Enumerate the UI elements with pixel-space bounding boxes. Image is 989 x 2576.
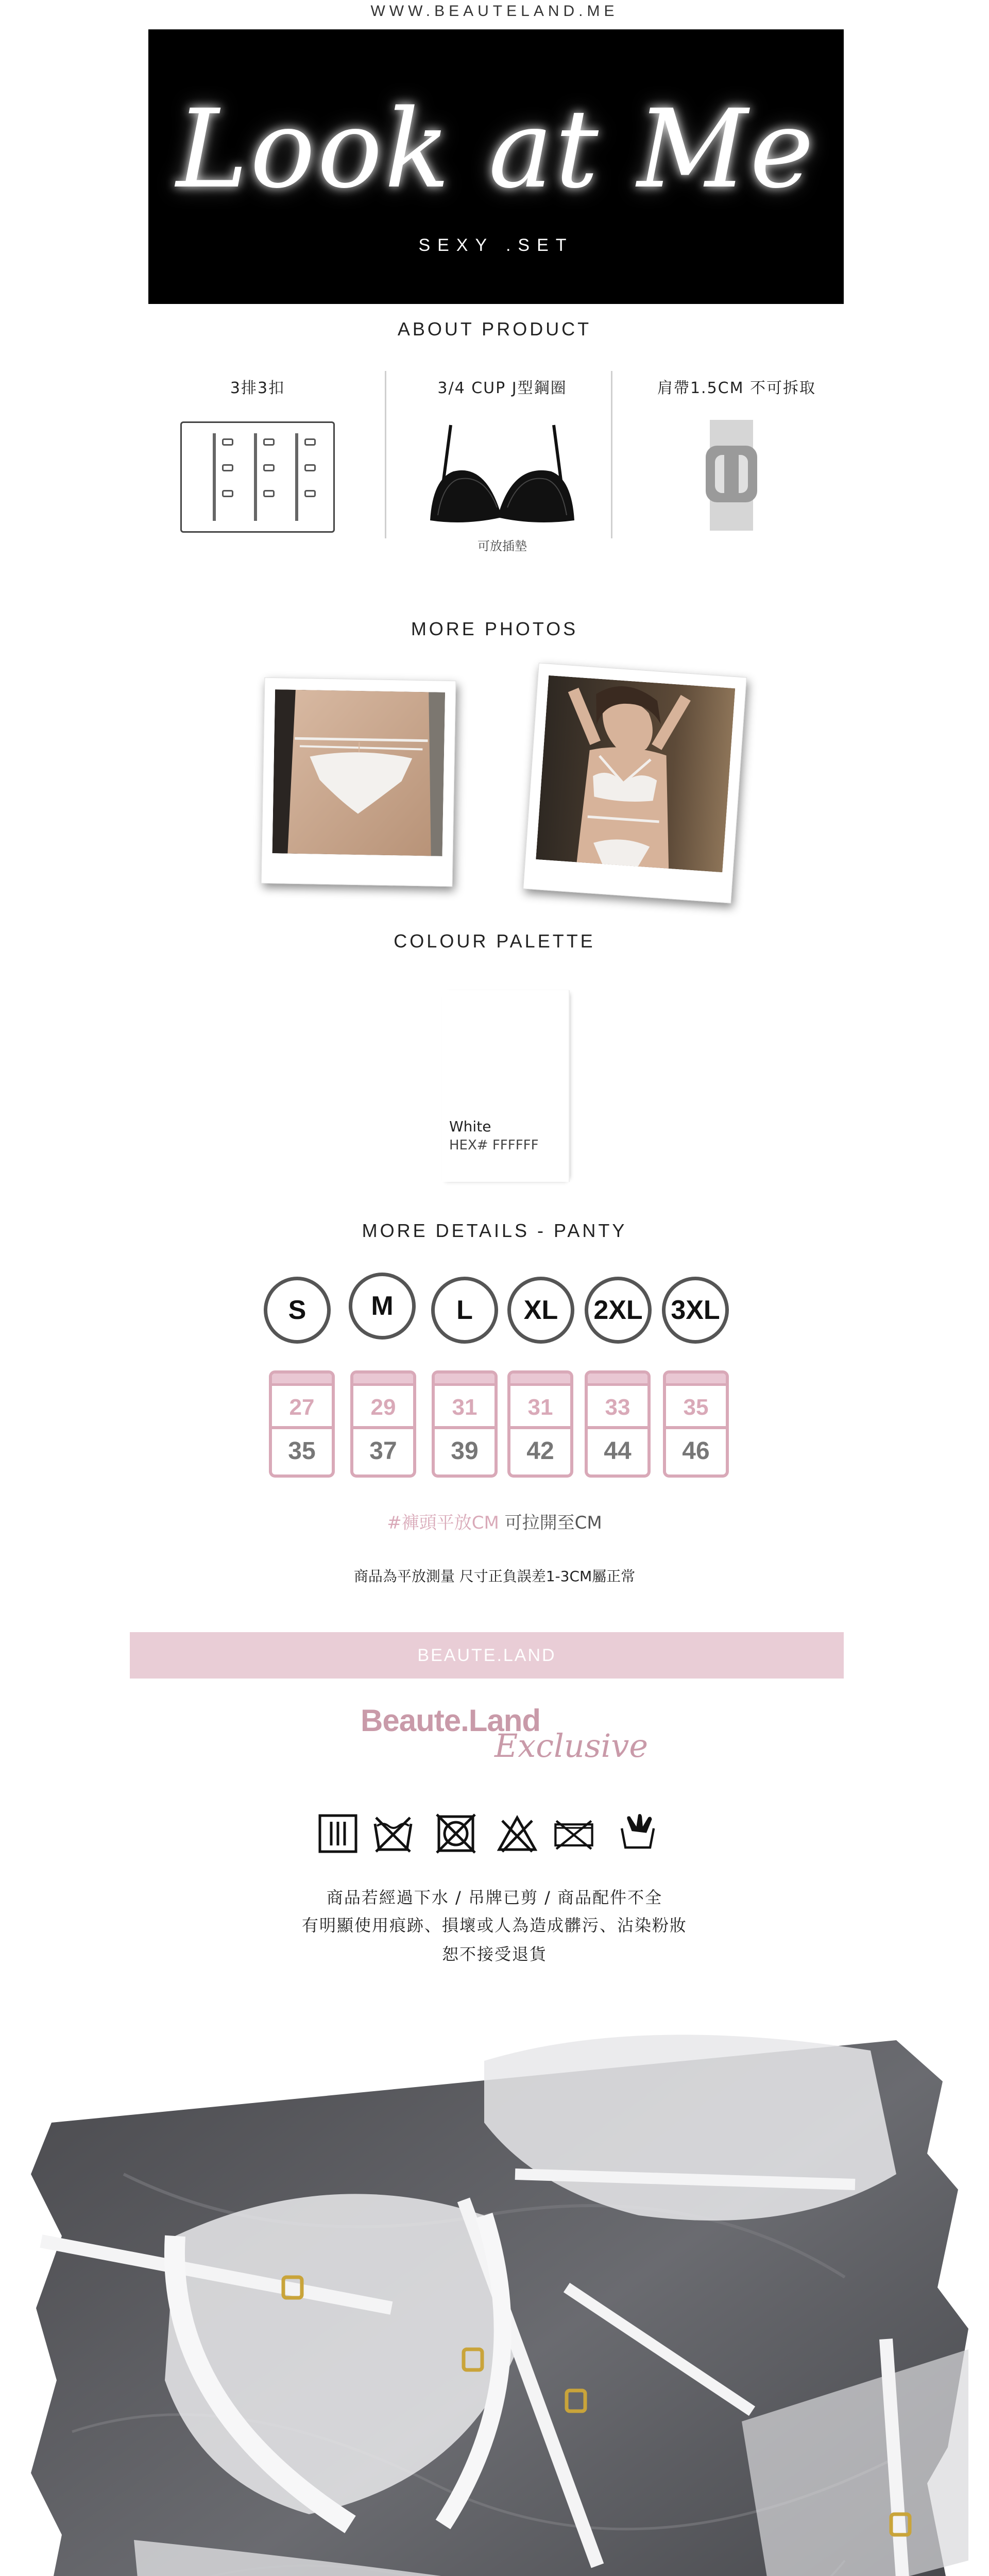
notice-line-3: 恕不接受退貨 <box>441 1944 547 1964</box>
hand-wash-tub-icon <box>618 1811 658 1852</box>
size-circle-3xl: 3XL <box>662 1277 729 1344</box>
size-circle-s: S <box>264 1277 331 1344</box>
size-stretch-l: 39 <box>451 1437 479 1465</box>
size-stretch-m: 37 <box>369 1437 397 1465</box>
product-photo-model <box>536 675 735 872</box>
size-stretch-2xl: 44 <box>604 1437 632 1465</box>
colour-name: White <box>449 1118 491 1135</box>
feature-label-cup: 3/4 CUP J型鋼圈 <box>437 379 567 397</box>
panty-note-pink: #褲頭平放CM <box>387 1513 499 1533</box>
size-waist-l: 31 <box>435 1386 494 1429</box>
measure-note: 商品為平放測量 尺寸正負誤差1-3CM屬正常 <box>353 1568 636 1585</box>
hero-subtitle: SEXY .SET <box>418 235 574 255</box>
no-iron-icon <box>554 1814 594 1854</box>
bra-icon <box>422 422 582 531</box>
bra-note: 可放插墊 <box>478 539 527 553</box>
brand-logo-main: Beaute.Land <box>361 1703 541 1738</box>
no-bleach-icon <box>497 1814 537 1854</box>
divider <box>385 371 386 538</box>
brand-band: BEAUTE.LAND <box>130 1632 844 1679</box>
size-card-l <box>432 1370 498 1478</box>
no-tumble-dry-icon <box>436 1814 476 1854</box>
size-card-xl <box>507 1370 573 1478</box>
size-waist-xl: 31 <box>510 1386 570 1429</box>
size-waist-m: 29 <box>353 1386 413 1429</box>
colour-palette-title: COLOUR PALETTE <box>394 930 595 952</box>
hook-eye-closure-icon <box>180 421 335 533</box>
photo-polaroid-panty[interactable] <box>261 677 456 887</box>
size-card-m <box>350 1370 416 1478</box>
brand-logo-sub: Exclusive <box>494 1727 649 1765</box>
photo-polaroid-model[interactable] <box>523 663 747 903</box>
hero-script-title: Look at Me <box>176 86 816 212</box>
feature-label-strap: 肩帶1.5CM 不可拆取 <box>657 379 816 397</box>
size-waist-3xl: 35 <box>666 1386 726 1429</box>
divider <box>611 371 612 538</box>
size-waist-s: 27 <box>272 1386 332 1429</box>
product-photo-flatlay <box>21 2020 974 2576</box>
panty-note <box>0 1509 989 1534</box>
notice-line-2: 有明顯使用痕跡、損壞或人為造成髒污、沾染粉妝 <box>301 1916 687 1935</box>
size-waist-2xl: 33 <box>588 1386 647 1429</box>
size-circle-2xl: 2XL <box>585 1277 652 1344</box>
panty-note-grey: 可拉開至CM <box>499 1513 602 1533</box>
more-photos-title: MORE PHOTOS <box>411 618 578 639</box>
hero-banner <box>148 29 844 304</box>
size-circle-xl: XL <box>507 1277 574 1344</box>
about-product-title: ABOUT PRODUCT <box>397 318 592 340</box>
more-details-title: MORE DETAILS - PANTY <box>362 1220 627 1241</box>
size-circle-l: L <box>431 1277 498 1344</box>
size-card-3xl <box>663 1370 729 1478</box>
size-circle-m: M <box>349 1273 416 1340</box>
size-stretch-s: 35 <box>288 1437 316 1465</box>
size-stretch-xl: 42 <box>526 1437 554 1465</box>
product-photo-panty <box>272 689 445 856</box>
colour-swatch <box>442 990 570 1182</box>
no-machine-wash-icon <box>373 1814 413 1854</box>
size-card-s <box>269 1370 335 1478</box>
colour-hex: HEX# FFFFFF <box>449 1138 539 1153</box>
notice-line-1: 商品若經過下水 / 吊牌已剪 / 商品配件不全 <box>326 1888 663 1907</box>
site-url[interactable]: WWW.BEAUTELAND.ME <box>370 3 619 20</box>
hand-wash-icon <box>318 1814 358 1854</box>
size-stretch-3xl: 46 <box>682 1437 710 1465</box>
strap-icon <box>706 420 757 531</box>
feature-label-closure: 3排3扣 <box>230 379 285 397</box>
size-card-2xl <box>585 1370 651 1478</box>
